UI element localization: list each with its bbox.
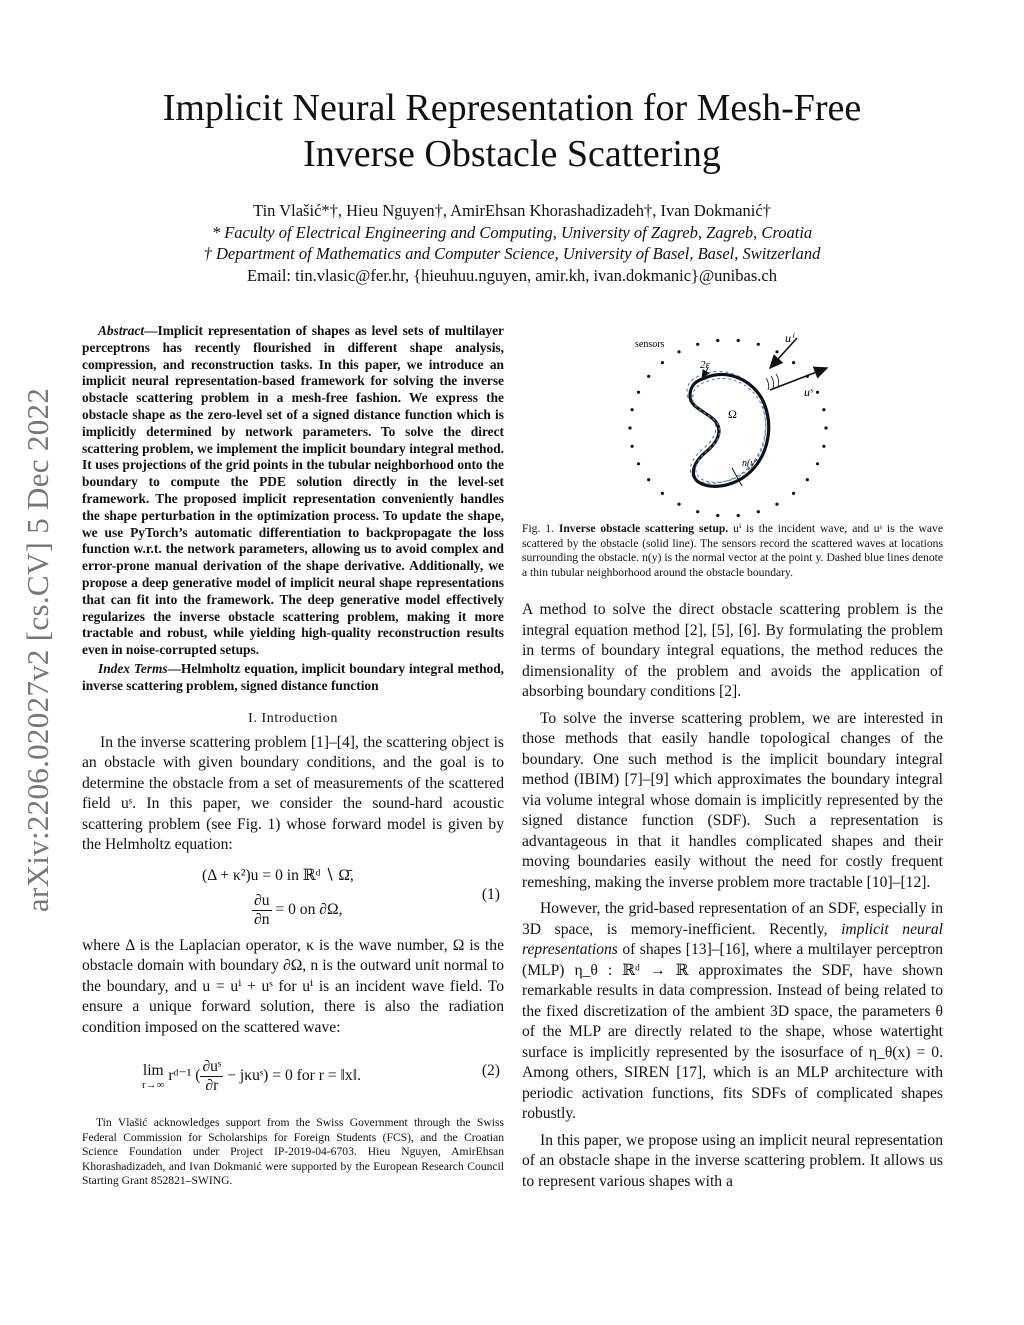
scattered-wave-label: uˢ [804, 385, 813, 399]
sensor-dots [628, 339, 827, 517]
abstract-text: —Implicit representation of shapes as level sets of multilayer perceptrons has recently flourished in different shape analysis, compression, and reconstruction tasks. In this paper, we introduce an implicit neural representation-based framework for solving the inverse obstacle scattering problem in a mesh-free fashion. We express the obstacle shape as the zero-level set of a signed distance function which is implicitly determined by network parameters. To solve the direct scattering problem, we implement the implicit boundary integral method. It uses projections of the grid points in the tubular neighborhood onto the boundary to compute the PDE solution directly in the level-set framework. The proposed implicit representation conveniently handles the shape perturbation in the optimization process. To update the shape, we use PyTorch’s automatic differentiation to backpropagate the loss function w.r.t. the network parameters, allowing us to avoid complex and error-prone manual derivation of the shape derivative. Additionally, we propose a deep generative model of implicit neural shape representations that can fit into the framework. The deep generative model effectively regularizes the inverse obstacle scattering problem, making it more tractable and robust, while yielding high-quality reconstruction results even in noise-corrupted setups. [82, 323, 504, 658]
sensors-label: sensors [635, 339, 665, 350]
intro-paragraph-1: In the inverse scattering problem [1]–[4], the scattering object is an obstacle with given boundary conditions, and the goal is to determine the obstacle from a set of measurements of the scattered field uˢ. In this paper, we consider the sound-hard acoustic scattering problem (see Fig. 1) whose forward model is given by the Helmholtz equation: [82, 733, 504, 854]
right-paragraph-4: In this paper, we propose using an implicit neural representation of an obstacle shape in the inverse scattering problem. It allows us to represent various shapes with a [522, 1131, 943, 1190]
index-terms-label: Index Terms [98, 660, 168, 676]
sensor-dot [637, 391, 640, 394]
equation-1 [82, 866, 504, 928]
sensor-dot [792, 492, 795, 495]
sensor-dot [806, 478, 809, 481]
sensor-dot [677, 503, 680, 506]
equation-2-frac-den: ∂r [205, 1077, 219, 1095]
sensor-dot [696, 510, 699, 513]
abstract-label: Abstract [98, 323, 145, 338]
sensor-dot [822, 445, 825, 448]
index-terms-text: —Helmholtz equation, implicit boundary integral method, inverse scattering problem, signed distance function [82, 660, 505, 693]
right-body-text [522, 600, 943, 1192]
sensor-dot [737, 339, 740, 342]
sensor-dot [661, 492, 664, 495]
arxiv-identifier [8, 350, 68, 950]
sensor-dot [816, 391, 819, 394]
right-paragraph-2: To solve the inverse scattering problem, we are interested in those methods that easily handle topological changes of the boundary. One such method is the implicit boundary integral method (IBIM) [7]–[9] which approximates the boundary integral via volume integral whose domain is implicitly represented by the signed distance function (SDF). Such a representation is advantageous in that it handles complicated shapes and their moving boundaries easily without the need for costly frequent remeshing, making the inverse problem more tractable [10]–[12]. [522, 709, 943, 891]
incident-wave-label: uⁱ [785, 331, 794, 345]
sensor-dot [824, 426, 827, 429]
caption-text: uⁱ is the incident wave, and uˢ is the wave scattered by the obstacle (solid line). The sensors record the scattered waves at locations surrounding the obstacle. n(y) is the normal vector at the point y. Dashed blue lines denote a thin tubular neighborhood around the obstacle boundary. [522, 522, 943, 579]
sensor-dot [737, 514, 740, 517]
right-paragraph-3-em: implicit neural representations [522, 920, 943, 959]
sensor-dot [716, 514, 719, 517]
sensor-dot [647, 478, 650, 481]
normal-label: n(y) [742, 458, 759, 469]
equation-2-fraction [200, 1058, 223, 1095]
sensor-dot [677, 350, 680, 353]
author-list: Tin Vlašić*†, Hieu Nguyen†, AmirEhsan Khorashadizadeh†, Ivan Dokmanić† [253, 201, 771, 220]
sensor-dot [661, 361, 664, 364]
right-paragraph-3-a: However, the grid-based representation of an SDF, especially in 3D space, is memory-inefficient. Recently, [522, 900, 943, 938]
sensor-dot [816, 462, 819, 465]
obstacle-boundary [690, 374, 769, 486]
paper-title [0, 85, 1024, 177]
right-paragraph-1: A method to solve the direct obstacle scattering problem is the integral equation method [2], [5], [6]. By formulating the problem in terms of boundary integral equations, the method reduces the dimensionality of the problem and avoids the application of absorbing boundary conditions [2]. [522, 601, 943, 701]
right-paragraph-3-b: of shapes [13]–[16], where a multilayer perceptron (MLP) η_θ : ℝᵈ → ℝ approximates the SDF, have shown remarkable results in data compression. Instead of being related to the fixed discretization of the ambient 3D space, the parameters θ of the MLP are directly related to the shape, whose watertight surface is implicitly represented by the isosurface of η_θ(x) = 0. Among others, SIREN [17], which is an MLP architecture with periodic activation functions, fits SDFs of complicated shapes robustly. [522, 941, 943, 1123]
sensor-dot [628, 426, 631, 429]
figure-1-diagram [522, 318, 943, 518]
title-line-1: Implicit Neural Representation for Mesh-Free [162, 87, 862, 129]
equation-2-frac-num: ∂uˢ [202, 1058, 222, 1076]
sensor-dot [822, 408, 825, 411]
figure-1-caption [522, 522, 943, 580]
intro-paragraph-2: where Δ is the Laplacian operator, κ is the wave number, Ω is the obstacle domain with boundary ∂Ω, n is the outward unit normal to the boundary, and u = uⁱ + uˢ for uⁱ is an incident wave field. To ensure a unique forward solution, there is also the radiation condition imposed on the scattered wave: [82, 936, 504, 1036]
equation-2-lim-sub: r→∞ [142, 1078, 165, 1091]
index-terms [82, 661, 504, 695]
sensor-dot [775, 503, 778, 506]
sensor-dot [792, 361, 795, 364]
figure-1 [522, 318, 943, 518]
right-column [522, 318, 943, 1198]
equation-2-expression [142, 1058, 361, 1095]
equation-1-line-2 [252, 892, 343, 929]
right-paragraph-3 [522, 899, 943, 1125]
equation-2 [82, 1048, 504, 1100]
equation-1-fraction [252, 892, 272, 929]
left-column [82, 323, 504, 1200]
sensor-dot [775, 350, 778, 353]
epsilon-label: 2ε [700, 359, 710, 371]
equation-1-frac-num: ∂u [254, 891, 270, 909]
equation-1-frac-den: ∂n [254, 910, 270, 928]
sensor-dot [716, 339, 719, 342]
omega-label: Ω [728, 407, 737, 421]
equation-1-line-2-tail: = 0 on ∂Ω, [271, 900, 343, 918]
sensor-dot [757, 510, 760, 513]
equation-2-number: (2) [481, 1062, 500, 1080]
arxiv-identifier-text: arXiv:2206.02027v2 [cs.CV] 5 Dec 2022 [20, 387, 55, 913]
equation-1-number: (1) [481, 885, 500, 903]
equation-2-lim: lim [142, 1061, 164, 1079]
sensor-dot [696, 343, 699, 346]
affiliation-basel: † Department of Mathematics and Computer Science, University of Basel, Basel, Switzerland [203, 244, 821, 263]
title-line-2: Inverse Obstacle Scattering [303, 133, 721, 175]
author-block [0, 200, 1024, 286]
sensor-dot [757, 343, 760, 346]
affiliation-zagreb: * Faculty of Electrical Engineering and Computing, University of Zagreb, Zagreb, Croatia [211, 222, 813, 242]
equation-1-line-1: (Δ + κ²)u = 0 in ℝᵈ ∖ Ω̄, [202, 866, 354, 884]
email-line: Email: tin.vlasic@fer.hr, {hieuhuu.nguyen, amir.kh, ivan.dokmanic}@unibas.ch [247, 265, 777, 285]
section-heading-introduction: I. Introduction [248, 710, 338, 726]
sensor-dot [631, 445, 634, 448]
caption-bold: Inverse obstacle scattering setup. [558, 522, 729, 535]
sensor-dot [631, 408, 634, 411]
equation-2-mid: rᵈ⁻¹ ( [164, 1067, 201, 1085]
abstract [82, 323, 504, 659]
equation-2-tail: − jκuˢ) = 0 for r = ‖x‖. [223, 1067, 361, 1085]
caption-label: Fig. 1. [522, 522, 554, 535]
sensor-dot [637, 462, 640, 465]
equation-2-limit [142, 1063, 165, 1091]
sensor-dot [647, 375, 650, 378]
footnote-acknowledgement: Tin Vlašić acknowledges support from the Swiss Government through the Swiss Federal Commission for Scholarships for Foreign Students (FCS), and the Croatian Science Foundation under Project IP-2019-04-6703. Hieu Nguyen, AmirEhsan Khorashadizadeh, and Ivan Dokmanić were supported by the European Research Council Starting Grant 852821–SWING. [82, 1116, 504, 1188]
